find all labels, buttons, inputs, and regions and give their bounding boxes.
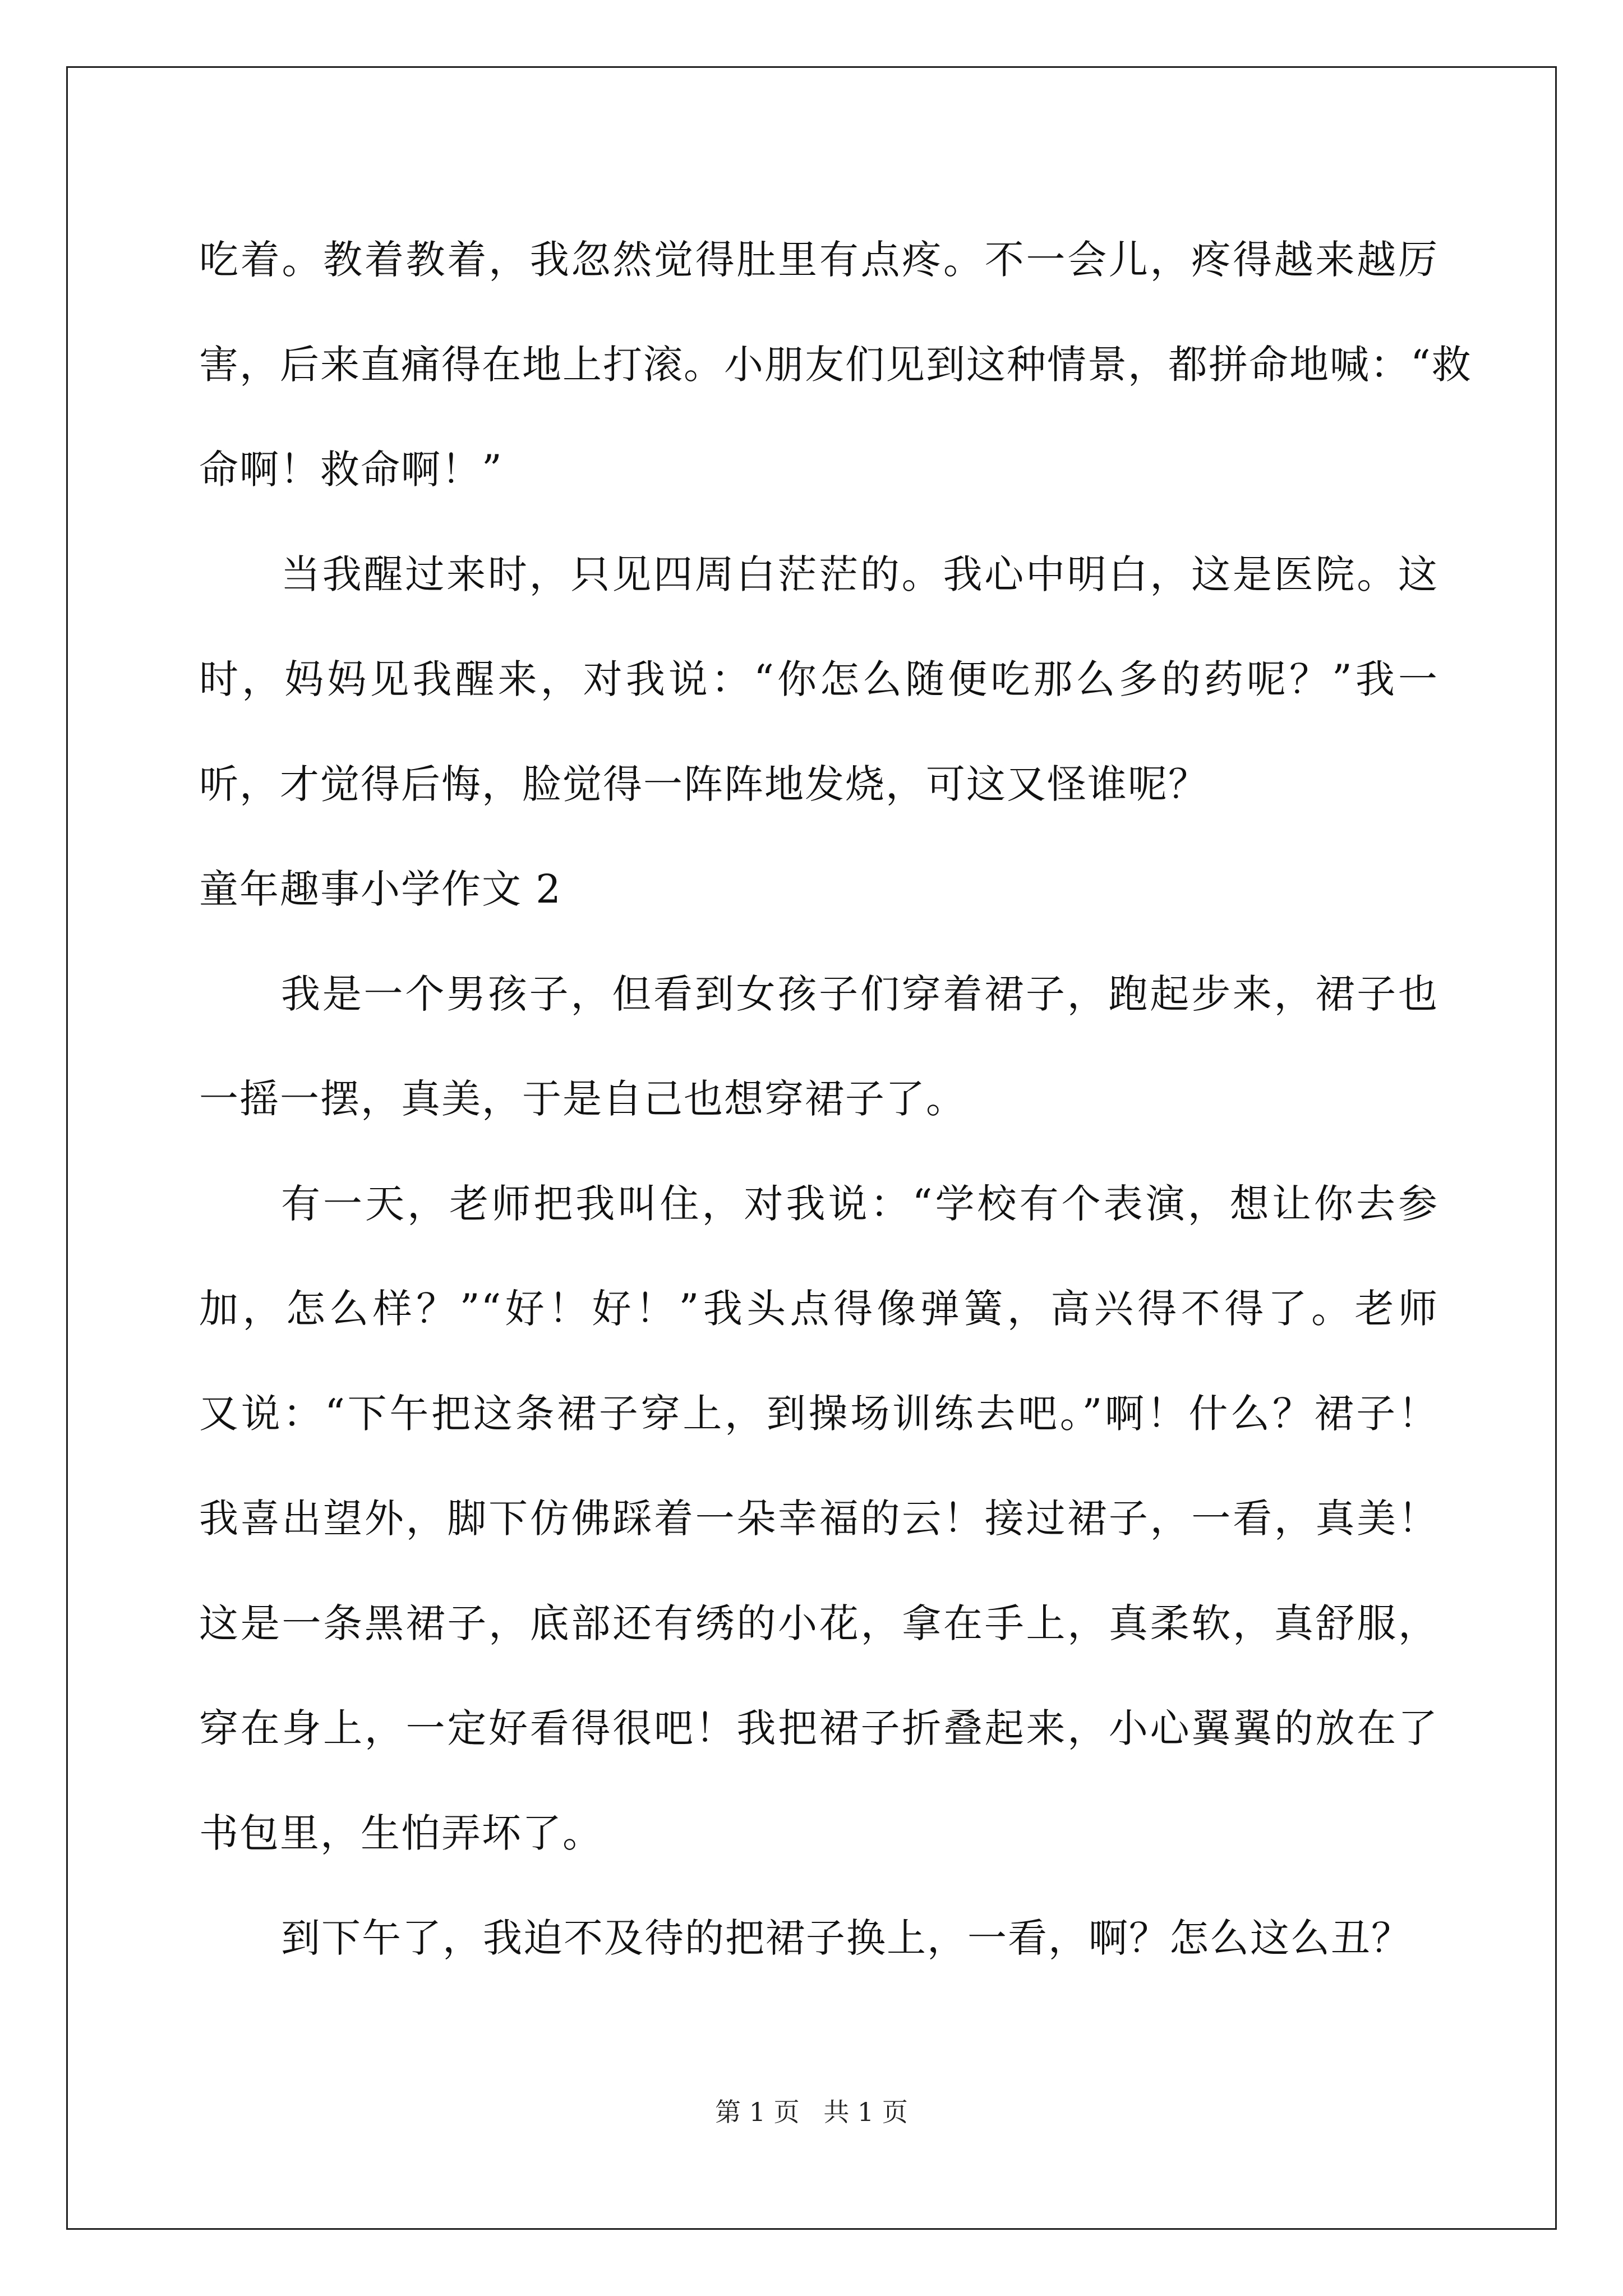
paragraph-line: 当我醒过来时，只见四周白茫茫的。我心中明白，这是医院。这 (281, 551, 1438, 597)
page-footer (0, 2095, 1623, 2129)
paragraph-line: 我喜出望外，脚下仿佛踩着一朵幸福的云！接过裙子，一看，真美！ (199, 1496, 1438, 1542)
page-number: 第 1 页 (715, 2097, 800, 2127)
paragraph-line: 有一天，老师把我叫住，对我说：“学校有个表演，想让你去参 (281, 1181, 1438, 1227)
paragraph-line: 害，后来直痛得在地上打滚。小朋友们见到这种情景，都拼命地喊：“救 (199, 342, 1472, 388)
paragraph-line: 时，妈妈见我醒来，对我说：“你怎么随便吃那么多的药呢？”我一 (199, 656, 1438, 702)
paragraph-line: 命啊！救命啊！” (199, 447, 503, 493)
paragraph-line: 穿在身上，一定好看得很吧！我把裙子折叠起来，小心翼翼的放在了 (199, 1705, 1438, 1751)
paragraph-line: 这是一条黑裙子，底部还有绣的小花，拿在手上，真柔软，真舒服， (199, 1600, 1438, 1646)
document-body (199, 208, 1472, 1991)
paragraph-line: 书包里，生怕弄坏了。 (199, 1810, 603, 1856)
paragraph-line: 到下午了，我迫不及待的把裙子换上，一看，啊？怎么这么丑？ (281, 1915, 1412, 1961)
paragraph-line: 我是一个男孩子，但看到女孩子们穿着裙子，跑起步来，裙子也 (281, 971, 1438, 1017)
paragraph-line: 听，才觉得后悔，脸觉得一阵阵地发烧，可这又怪谁呢？ (199, 761, 1209, 807)
paragraph-line: 加，怎么样？”“好！好！”我头点得像弹簧，高兴得不得了。老师 (199, 1286, 1438, 1332)
paragraph-line: 又说：“下午把这条裙子穿上，到操场训练去吧。”啊！什么？裙子！ (199, 1391, 1438, 1437)
page-total: 共 1 页 (823, 2097, 908, 2127)
paragraph-line: 吃着。教着教着，我忽然觉得肚里有点疼。不一会儿，疼得越来越厉 (199, 237, 1438, 283)
section-heading: 童年趣事小学作文 2 (199, 866, 562, 912)
paragraph-line: 一摇一摆，真美，于是自己也想穿裙子了。 (199, 1076, 966, 1122)
